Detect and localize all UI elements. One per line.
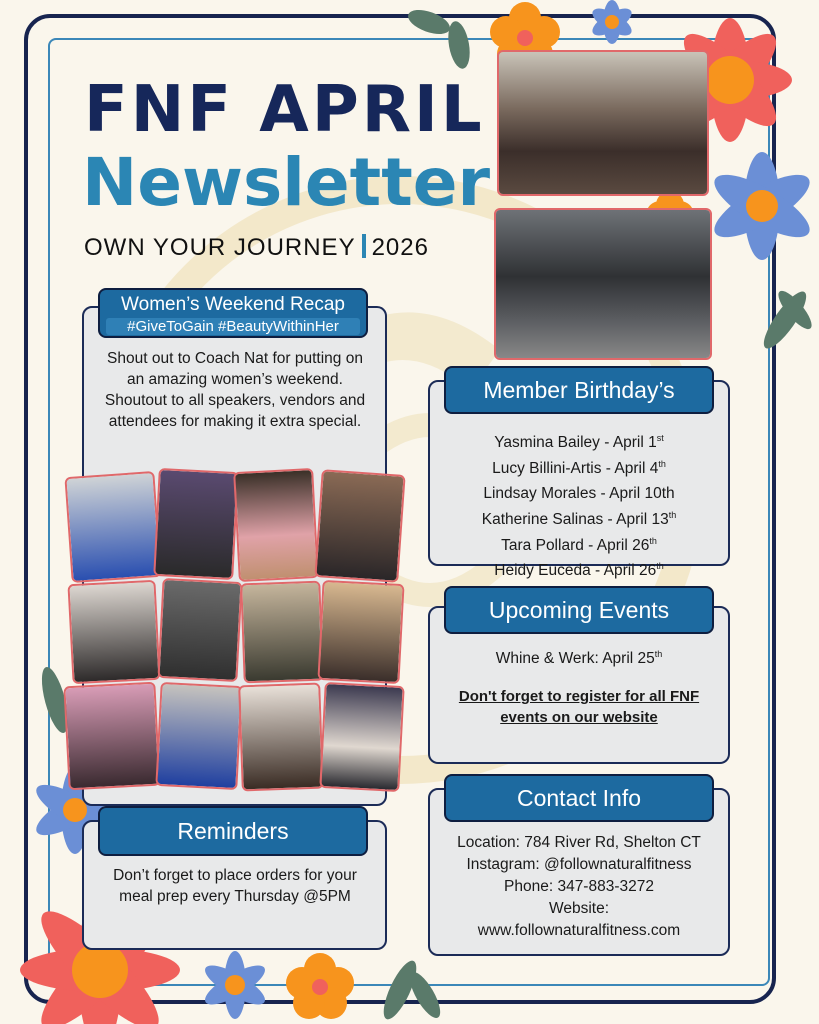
leaf-decoration (370, 950, 450, 1024)
reminders-title-pill (98, 806, 368, 856)
recap-photo (153, 468, 239, 580)
reminders-title: Reminders (177, 818, 289, 844)
blue-flower-icon (700, 140, 819, 280)
recap-photo (64, 471, 161, 583)
birthday-item: Katherine Salinas - April 13th (481, 509, 677, 529)
birthdays-title-pill (444, 366, 714, 414)
tagline-year: 2026 (371, 234, 429, 261)
contact-phone[interactable]: Phone: 347-883-3272 (504, 878, 654, 895)
recap-photo (233, 468, 319, 582)
contact-title-pill (444, 774, 714, 822)
contact-website[interactable]: www.follownaturalfitness.com (477, 922, 681, 939)
birthday-item: Lucy Billini-Artis - April 4th (492, 458, 666, 477)
contact-title: Contact Info (516, 785, 642, 811)
tagline-divider (362, 234, 366, 258)
contact-instagram[interactable]: Instagram: @follownaturalfitness (466, 856, 692, 873)
newsletter-title-line1: FNF APRIL (84, 73, 485, 147)
reminders-body: Don’t forget to place orders for your meal prep every Thursday @5PM (113, 867, 357, 905)
events-title-pill (444, 586, 714, 634)
birthday-item: Heidy Euceda - April 26th (494, 561, 664, 580)
contact-location: Location: 784 River Rd, Shelton CT (457, 834, 701, 851)
recap-photo (240, 581, 323, 684)
leaf-decoration (745, 280, 819, 360)
event-item: Whine & Werk: April 25th (495, 649, 663, 668)
orange-flower-icon (280, 945, 360, 1024)
recap-hashtags: #GiveToGain #BeautyWithinHer (106, 318, 360, 335)
recap-photo (157, 578, 242, 682)
birthday-item: Yasmina Bailey - April 1st (494, 433, 664, 452)
recap-photo (319, 682, 404, 792)
recap-photo (67, 580, 160, 684)
tagline-left: OWN YOUR JOURNEY (84, 234, 356, 261)
birthdays-title: Member Birthday’s (483, 377, 675, 403)
group-photo-1 (497, 50, 709, 196)
recap-photo (238, 683, 324, 792)
recap-photo (63, 682, 160, 791)
recap-photo (317, 580, 404, 684)
events-title: Upcoming Events (488, 597, 670, 623)
recap-title: Women’s Weekend Recap (121, 294, 345, 315)
birthday-item: Lindsay Morales - April 10th (483, 485, 675, 503)
tagline (84, 234, 429, 262)
birthday-list (430, 428, 728, 582)
newsletter-title-line2: Newsletter (82, 144, 491, 221)
recap-photo (155, 682, 242, 790)
recap-photo (314, 469, 405, 583)
contact-details (430, 832, 728, 942)
group-photo-2 (494, 208, 712, 360)
recap-body: Shout out to Coach Nat for putting on an amazing women’s weekend. Shoutout to all speakers, vendors and attendees for making it extra special. (104, 350, 366, 430)
recap-title-pill (98, 288, 368, 338)
contact-website-label: Website: (548, 900, 610, 917)
register-link[interactable]: Don't forget to register for all FNF events on our website (458, 688, 700, 726)
blue-flower-icon (195, 945, 275, 1024)
birthday-item: Tara Pollard - April 26th (501, 535, 657, 554)
leaf-decoration (404, 0, 484, 70)
